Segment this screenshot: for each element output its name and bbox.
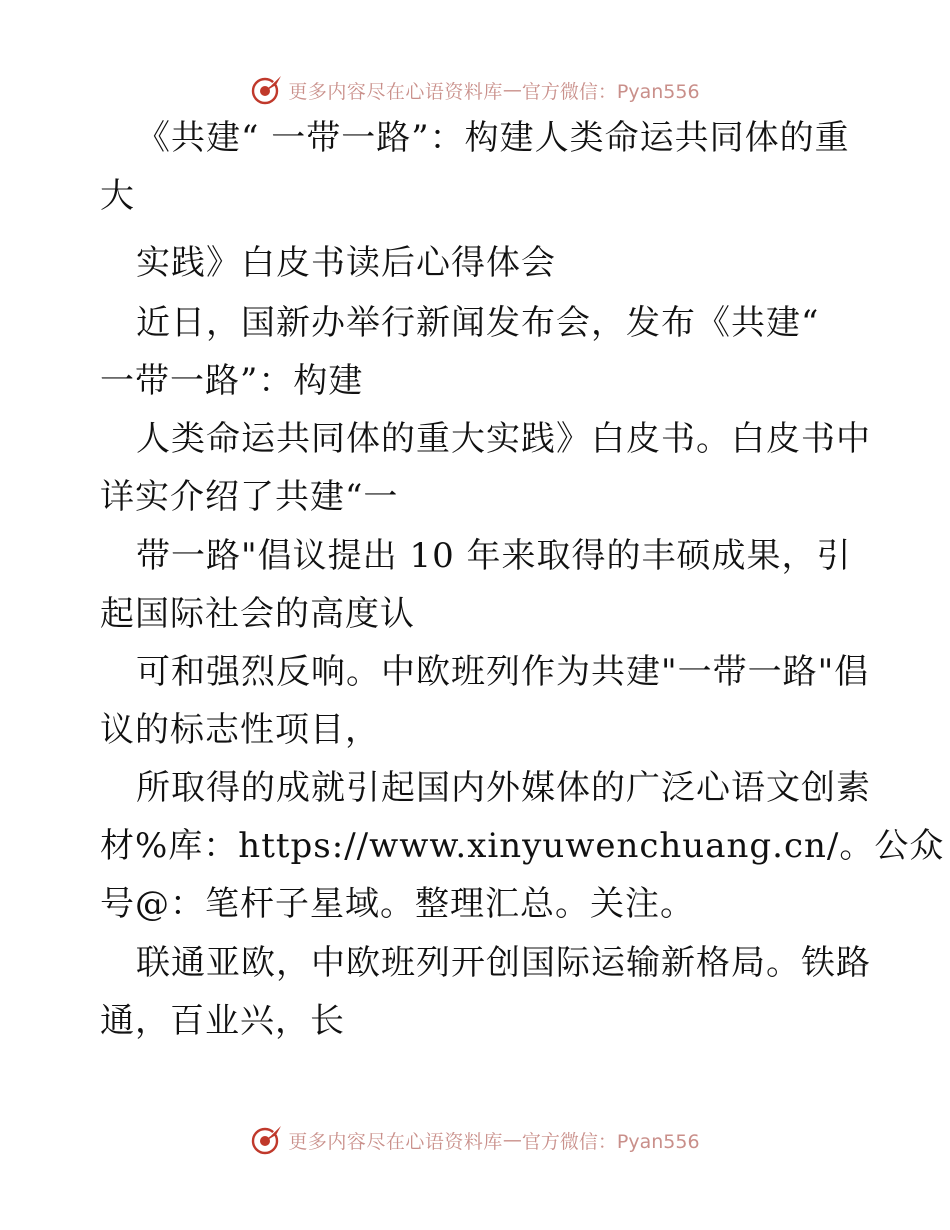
quill-logo-icon bbox=[250, 73, 284, 107]
doc-line: 人类命运共同体的重大实践》白皮书。白皮书中 bbox=[136, 419, 871, 459]
header-banner bbox=[0, 70, 950, 110]
header-site-text: 更多内容尽在心语资料库 bbox=[288, 80, 503, 103]
doc-line: 带一路"倡议提出 10 年来取得的丰硕成果，引 bbox=[136, 536, 852, 576]
doc-line: 大 bbox=[100, 176, 135, 216]
doc-line: 起国际社会的高度认 bbox=[100, 594, 415, 634]
doc-line: 号@：笔杆子星域。整理汇总。关注。 bbox=[100, 884, 695, 924]
header-wechat-text: 官方微信：Pyan556 bbox=[521, 80, 700, 103]
header-separator: — bbox=[502, 79, 522, 101]
doc-line: 所取得的成就引起国内外媒体的广泛心语文创素 bbox=[136, 768, 871, 808]
doc-line: 实践》白皮书读后心得体会 bbox=[136, 243, 556, 283]
doc-line: 材%库：https://www.xinyuwenchuang.cn/。公众 bbox=[100, 826, 945, 866]
footer-site-text: 更多内容尽在心语资料库 bbox=[288, 1130, 503, 1153]
doc-line: 《共建“ 一带一路”：构建人类命运共同体的重 bbox=[136, 118, 850, 158]
footer-separator: — bbox=[502, 1129, 522, 1151]
doc-line: 联通亚欧，中欧班列开创国际运输新格局。铁路 bbox=[136, 943, 871, 983]
quill-logo-icon bbox=[250, 1123, 284, 1157]
doc-line: 近日，国新办举行新闻发布会，发布《共建“ bbox=[136, 303, 820, 343]
doc-line: 通，百业兴，长 bbox=[100, 1001, 345, 1041]
doc-line: 详实介绍了共建“一 bbox=[100, 477, 399, 517]
footer-wechat-text: 官方微信：Pyan556 bbox=[521, 1130, 700, 1153]
footer-banner bbox=[0, 1120, 950, 1160]
doc-line: 可和强烈反响。中欧班列作为共建"一带一路"倡 bbox=[136, 652, 870, 692]
doc-line: 议的标志性项目， bbox=[100, 710, 380, 750]
doc-line: 一带一路”：构建 bbox=[100, 361, 364, 401]
